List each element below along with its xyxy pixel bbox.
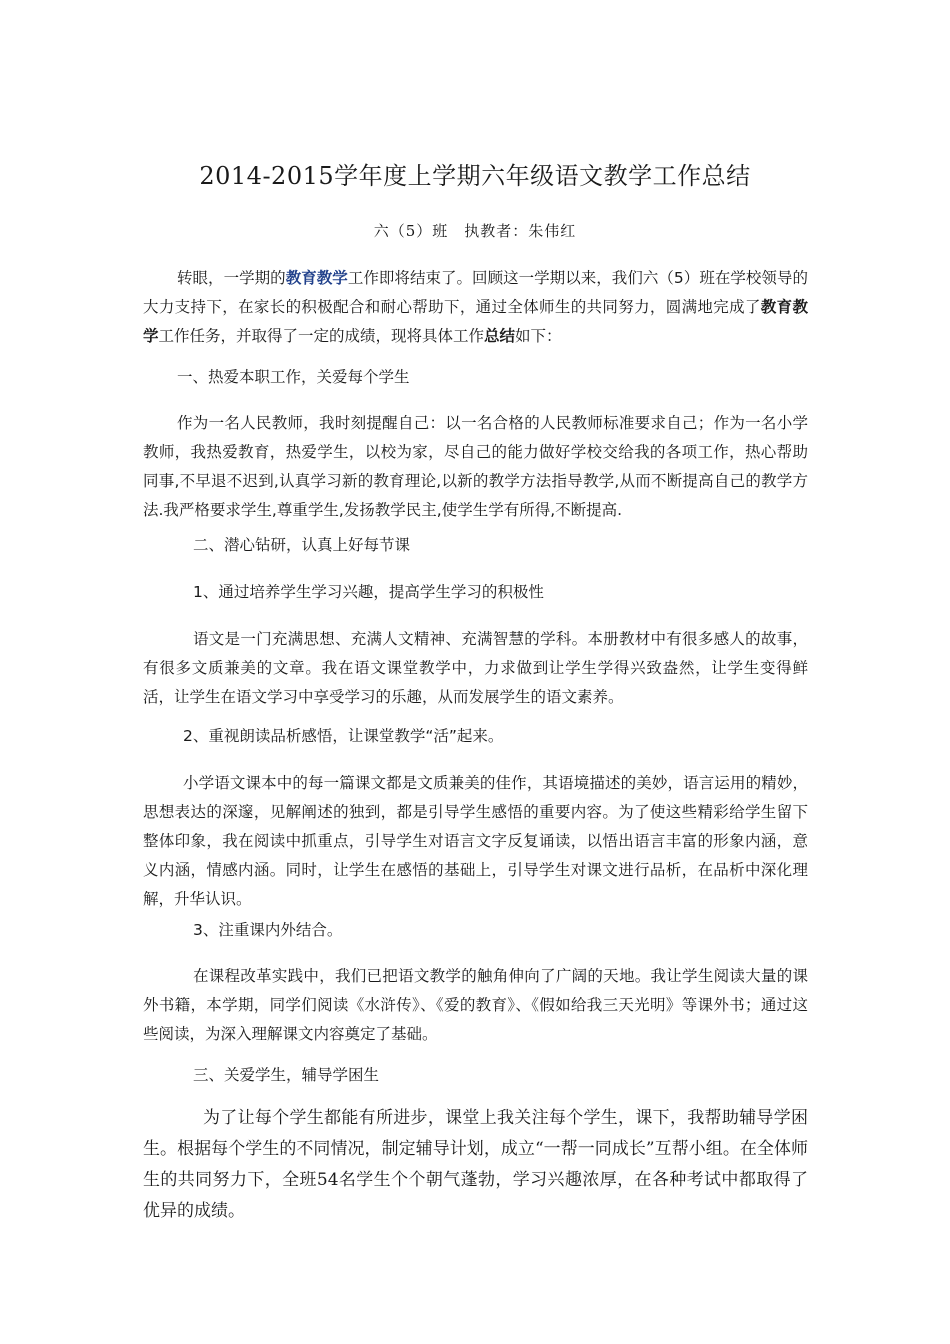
section-2-3-heading: 3、注重课内外结合。: [193, 921, 343, 939]
section-2-3-body: 在课程改革实践中，我们已把语文教学的触角伸向了广阔的天地。我让学生阅读大量的课外书籍，本学期，同学们阅读《水浒传》、《爱的教育》、《假如给我三天光明》等课外书；通过这些阅读，为深入理解课文内容奠定了基础。: [143, 967, 808, 1043]
document-subtitle: 六（5）班 执教者：朱伟红: [373, 222, 577, 240]
section-2-2-body: 小学语文课本中的每一篇课文都是文质兼美的佳作，其语境描述的美妙，语言运用的精妙，思想表达的深邃，见解阐述的独到，都是引导学生感悟的重要内容。为了使这些精彩给学生留下整体印象，我在阅读中抓重点，引导学生对语言文字反复诵读，以悟出语言丰富的形象内涵，意义内涵，情感内涵。同时，让学生在感悟的基础上，引导学生对课文进行品析，在品析中深化理解，升华认识。: [143, 774, 808, 908]
section-3-body: 为了让每个学生都能有所进步，课堂上我关注每个学生，课下，我帮助辅导学困生。根据每个学生的不同情况，制定辅导计划，成立“一帮一同成长”互帮小组。在全体师生的共同努力下，全班54名学生个个朝气蓬勃，学习兴趣浓厚，在各种考试中都取得了优异的成绩。: [143, 1108, 808, 1221]
intro-paragraph: [143, 264, 808, 351]
keyword-education-teaching: 教育教学: [285, 269, 348, 287]
intro-text-2: 工作即将结束了。回顾这一学期以来，我们六（5）班在学校领导的大力支持下，在家长的积极配合和耐心帮助下，通过全体师生的共同努力，圆满地完成了: [143, 269, 808, 316]
keyword-summary: 总结: [484, 327, 516, 345]
section-2-1-body: 语文是一门充满思想、充满人文精神、充满智慧的学科。本册教材中有很多感人的故事，有很多文质兼美的文章。我在语文课堂教学中，力求做到让学生学得兴致盎然，让学生变得鲜活，让学生在语文学习中享受学习的乐趣，从而发展学生的语文素养。: [143, 630, 808, 706]
section-1-body: 作为一名人民教师，我时刻提醒自己：以一名合格的人民教师标准要求自己；作为一名小学教师，我热爱教育，热爱学生，以校为家，尽自己的能力做好学校交给我的各项工作，热心帮助同事,不早退不迟到,认真学习新的教育理论,以新的教学方法指导教学,从而不断提高自己的教学方法.我严格要求学生,尊重学生,发扬教学民主,使学生学有所得,不断提高.: [143, 414, 808, 519]
document-title: 2014-2015学年度上学期六年级语文教学工作总结: [199, 162, 751, 190]
section-2-2-heading: 2、重视朗读品析感悟，让课堂教学“活”起来。: [183, 727, 504, 745]
section-2-1-heading: 1、通过培养学生学习兴趣，提高学生学习的积极性: [193, 583, 544, 601]
intro-text-3: 工作任务，并取得了一定的成绩，现将具体工作: [158, 327, 485, 345]
section-2-heading: 二、潜心钻研，认真上好每节课: [193, 536, 411, 554]
intro-text-4: 如下：: [515, 327, 562, 345]
section-1-heading: 一、热爱本职工作，关爱每个学生: [177, 368, 410, 386]
section-3-heading: 三、关爱学生，辅导学困生: [193, 1066, 380, 1084]
intro-text-1: 转眼，一学期的: [177, 269, 286, 287]
keyword-education-teaching-2: 教育教学: [143, 298, 808, 345]
